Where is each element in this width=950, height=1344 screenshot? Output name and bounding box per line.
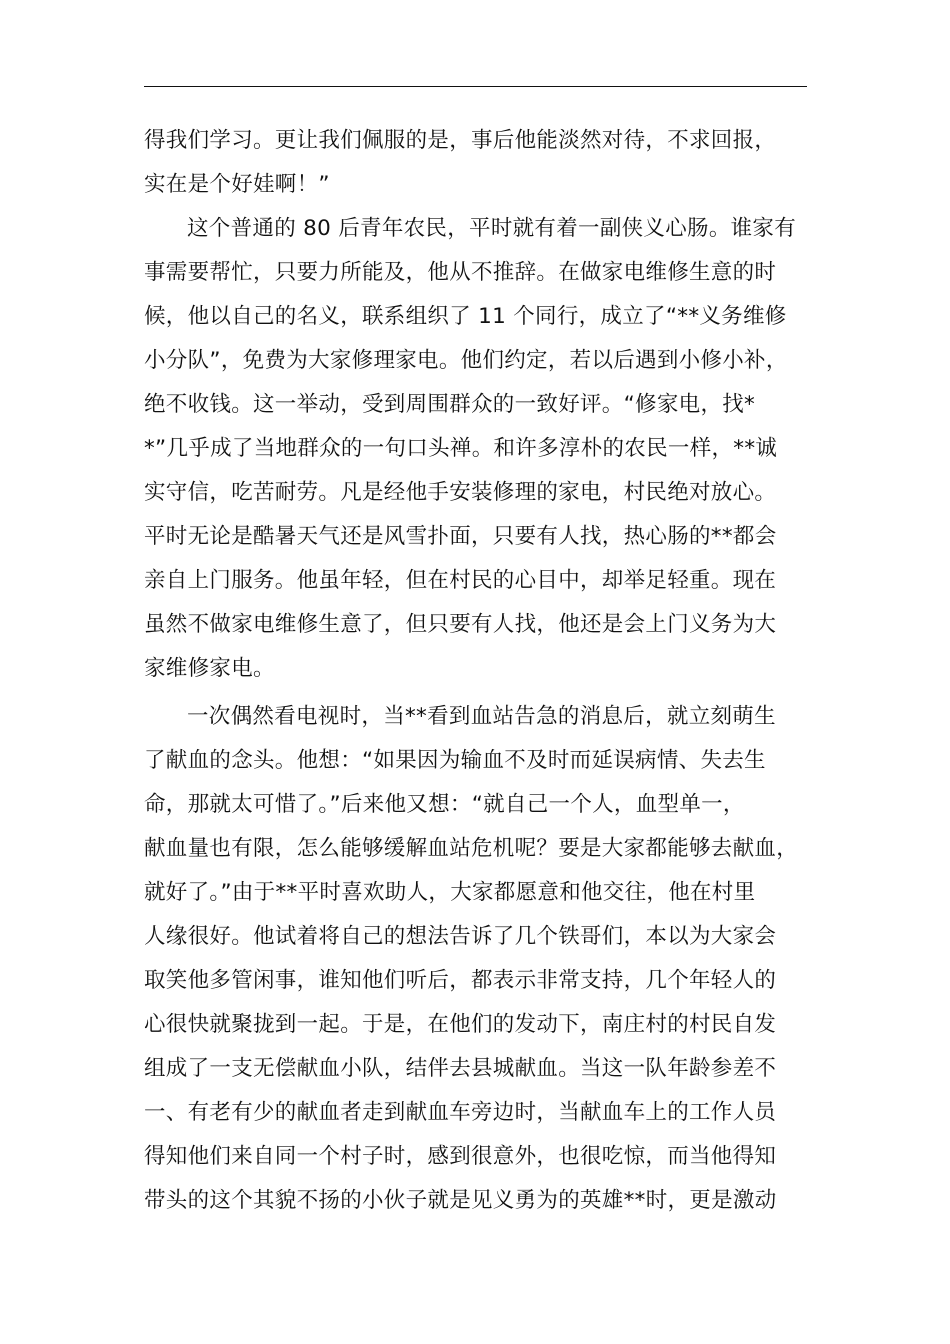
text-line: 实守信，吃苦耐劳。凡是经他手安装修理的家电，村民绝对放心。 bbox=[144, 480, 777, 505]
text-line: 心很快就聚拢到一起。于是，在他们的发动下，南庄村的村民自发 bbox=[144, 1012, 777, 1037]
text-line: 亲自上门服务。他虽年轻，但在村民的心目中，却举足轻重。现在 bbox=[144, 568, 777, 593]
text-line: 就好了。”由于**平时喜欢助人，大家都愿意和他交往，他在村里 bbox=[144, 880, 756, 905]
text-line: 绝不收钱。这一举动，受到周围群众的一致好评。“修家电，找* bbox=[144, 392, 756, 417]
header-rule bbox=[144, 86, 807, 87]
text-line: 取笑他多管闲事，谁知他们听后，都表示非常支持，几个年轻人的 bbox=[144, 968, 777, 993]
text-line: 献血量也有限，怎么能够缓解血站危机呢？要是大家都能够去献血， bbox=[144, 836, 799, 861]
text-line: *”几乎成了当地群众的一句口头禅。和许多淳朴的农民一样，**诚 bbox=[144, 436, 778, 461]
paragraph-first-line: 这个普通的 80 后青年农民，平时就有着一副侠义心肠。谁家有 bbox=[187, 216, 797, 241]
text-line: 小分队”，免费为大家修理家电。他们约定，若以后遇到小修小补， bbox=[144, 348, 788, 373]
text-line: 带头的这个其貌不扬的小伙子就是见义勇为的英雄**时，更是激动 bbox=[144, 1188, 777, 1213]
text-line: 事需要帮忙，只要力所能及，他从不推辞。在做家电维修生意的时 bbox=[144, 260, 777, 285]
text-line: 平时无论是酷暑天气还是风雪扑面，只要有人找，热心肠的**都会 bbox=[144, 524, 777, 549]
text-line: 家维修家电。 bbox=[144, 656, 275, 681]
paragraph-first-line: 一次偶然看电视时，当**看到血站告急的消息后，就立刻萌生 bbox=[187, 704, 776, 729]
text-line: 了献血的念头。他想：“如果因为输血不及时而延误病情、失去生 bbox=[144, 748, 766, 773]
text-line: 组成了一支无偿献血小队，结伴去县城献血。当这一队年龄参差不 bbox=[144, 1056, 777, 1081]
text-line: 候，他以自己的名义，联系组织了 11 个同行，成立了“**义务维修 bbox=[144, 304, 787, 329]
text-line: 虽然不做家电维修生意了，但只要有人找，他还是会上门义务为大 bbox=[144, 612, 777, 637]
text-line: 得知他们来自同一个村子时，感到很意外，也很吃惊，而当他得知 bbox=[144, 1144, 777, 1169]
text-line: 人缘很好。他试着将自己的想法告诉了几个铁哥们，本以为大家会 bbox=[144, 924, 777, 949]
text-line: 命，那就太可惜了。”后来他又想：“就自己一个人，血型单一， bbox=[144, 792, 745, 817]
text-line: 实在是个好娃啊！” bbox=[144, 172, 330, 197]
text-line: 得我们学习。更让我们佩服的是，事后他能淡然对待，不求回报， bbox=[144, 128, 777, 153]
text-line: 一、有老有少的献血者走到献血车旁边时，当献血车上的工作人员 bbox=[144, 1100, 777, 1125]
